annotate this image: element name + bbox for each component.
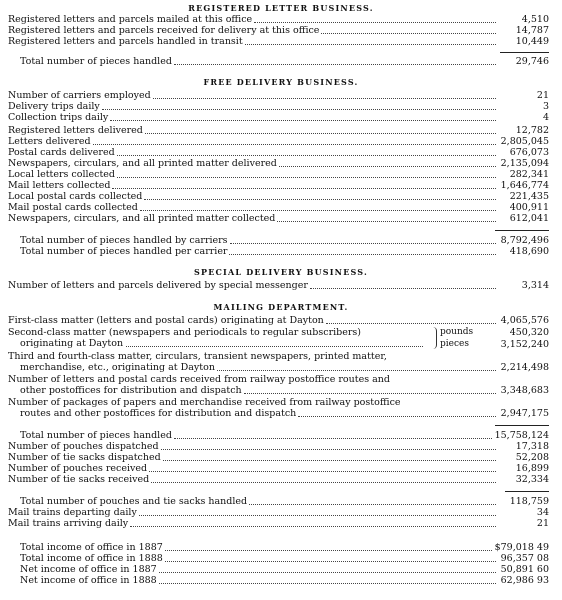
income-row: Net income of office in 1888 62,986 93 <box>20 575 549 586</box>
free-delivery-row: Local postal cards collected 221,435 <box>8 191 549 202</box>
pieces-label: pieces <box>440 339 469 349</box>
pouches-total-row: Total number of pouches and tie sacks handled 118,759 <box>20 496 549 507</box>
free-delivery-row: Mail letters collected 1,646,774 <box>8 180 549 191</box>
brace <box>432 327 437 349</box>
pieces-total-row: Total number of pieces handled 15,758,124 <box>20 430 549 441</box>
free-delivery-row: Delivery trips daily 3 <box>8 101 549 112</box>
railway-line: Number of letters and postal cards received from railway postoffice routes and <box>8 374 390 385</box>
third-class-line: Third and fourth-class matter, circulars, transient newspapers, printed matter, <box>8 351 387 362</box>
per-carrier-row: Total number of pieces handled per carrier 418,690 <box>20 246 549 257</box>
packages-row: routes and other postoffices for distribution and dispatch 2,947,175 <box>20 408 549 419</box>
section-heading-free-delivery: FREE DELIVERY BUSINESS. <box>203 77 359 87</box>
free-delivery-row: Registered letters delivered 12,782 <box>8 125 549 136</box>
special-delivery-row: Number of letters and parcels delivered by special messenger 3,314 <box>8 280 549 291</box>
income-row: Net income of office in 1887 50,891 60 <box>20 564 549 575</box>
free-delivery-row: Postal cards delivered 676,073 <box>8 147 549 158</box>
carriers-total-row: Total number of pieces handled by carriers 8,792,496 <box>20 235 549 246</box>
free-delivery-row: Mail postal cards collected 400,911 <box>8 202 549 213</box>
sum-rule <box>500 52 549 53</box>
section-heading-special-delivery: SPECIAL DELIVERY BUSINESS. <box>194 267 368 277</box>
sum-rule <box>495 230 549 231</box>
second-class-line: originating at Dayton <box>20 338 425 349</box>
registered-total-row: Total number of pieces handled 29,746 <box>20 56 549 67</box>
packages-line: Number of packages of papers and merchandise received from railway postoffice <box>8 397 401 408</box>
pounds-value: 450,320 <box>509 327 549 338</box>
registered-row: Registered letters and parcels received for delivery at this office 14,787 <box>8 25 549 36</box>
section-heading-registered: REGISTERED LETTER BUSINESS. <box>188 3 374 13</box>
pouch-row: Number of pouches received 16,899 <box>8 463 549 474</box>
income-row: Total income of office in 1888 96,357 08 <box>20 553 549 564</box>
second-class-line: Second-class matter (newspapers and periodicals to regular subscribers) <box>8 327 361 338</box>
pieces-value: 3,152,240 <box>500 339 549 350</box>
free-delivery-row: Newspapers, circulars, and all printed matter collected 612,041 <box>8 213 549 224</box>
income-row: Total income of office in 1887 $79,018 49 <box>20 542 549 553</box>
train-row: Mail trains arriving daily 21 <box>8 518 549 529</box>
free-delivery-row: Newspapers, circulars, and all printed matter delivered 2,135,094 <box>8 158 549 169</box>
pouch-row: Number of tie sacks dispatched 52,208 <box>8 452 549 463</box>
sum-rule <box>495 425 549 426</box>
pounds-label: pounds <box>440 327 474 337</box>
free-delivery-row: Local letters collected 282,341 <box>8 169 549 180</box>
train-row: Mail trains departing daily 34 <box>8 507 549 518</box>
section-heading-mailing: MAILING DEPARTMENT. <box>213 302 349 312</box>
third-class-row: merchandise, etc., originating at Dayton 2,214,498 <box>20 362 549 373</box>
pouch-row: Number of tie sacks received 32,334 <box>8 474 549 485</box>
railway-row: other postoffices for distribution and dispatch 3,348,683 <box>20 385 549 396</box>
free-delivery-row: Letters delivered 2,805,045 <box>8 136 549 147</box>
first-class-row: First-class matter (letters and postal cards) originating at Dayton 4,065,576 <box>8 315 549 326</box>
registered-row: Registered letters and parcels mailed at this office 4,510 <box>8 14 549 25</box>
registered-row: Registered letters and parcels handled in transit 10,449 <box>8 36 549 47</box>
sum-rule <box>505 491 549 492</box>
free-delivery-row: Collection trips daily 4 <box>8 112 549 123</box>
pouch-row: Number of pouches dispatched 17,318 <box>8 441 549 452</box>
free-delivery-row: Number of carriers employed 21 <box>8 90 549 101</box>
